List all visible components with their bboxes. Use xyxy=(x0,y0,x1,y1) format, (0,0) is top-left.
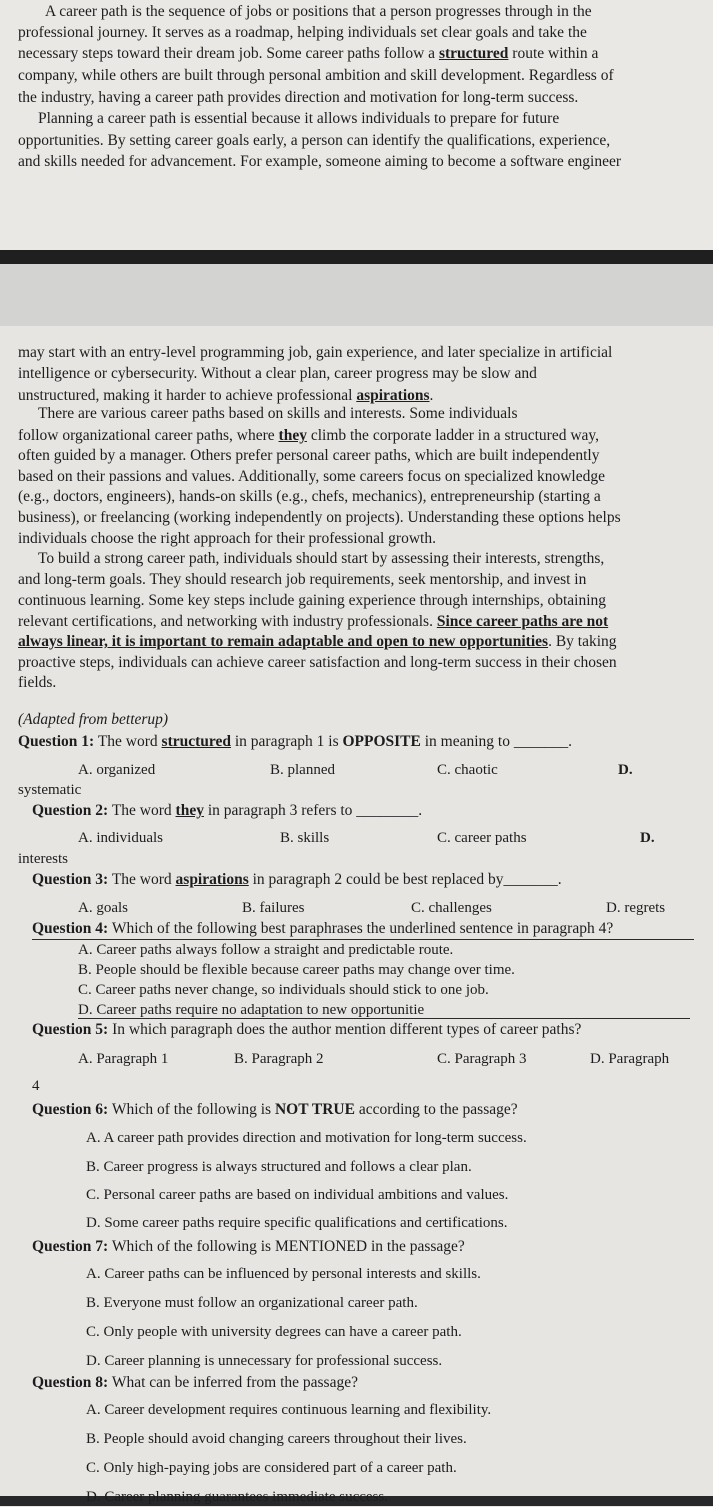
q8-option-c[interactable]: C. Only high-paying jobs are considered part of a career path. xyxy=(86,1460,457,1476)
q2-option-b[interactable]: B. skills xyxy=(280,830,330,846)
q1-option-d-text: systematic xyxy=(18,782,82,798)
passage-line: often guided by a manager. Others prefer personal career paths, which are built independently xyxy=(18,447,600,464)
question-1: Question 1: The word structured in paragraph 1 is OPPOSITE in meaning to _______. xyxy=(18,733,572,750)
passage-line: There are various career paths based on skills and interests. Some individuals xyxy=(38,405,518,422)
q5-option-a[interactable]: A. Paragraph 1 xyxy=(78,1051,169,1067)
q1-option-a[interactable]: A. organized xyxy=(78,762,156,778)
passage-line: (e.g., doctors, engineers), hands-on skills (e.g., chefs, mechanics), entrepreneurship (starting a xyxy=(18,488,601,505)
passage-line: To build a strong career path, individuals should start by assessing their interests, strengths, xyxy=(38,550,605,567)
q2-option-c[interactable]: C. career paths xyxy=(437,830,527,846)
q5-option-c[interactable]: C. Paragraph 3 xyxy=(437,1051,527,1067)
q1-option-b[interactable]: B. planned xyxy=(270,762,335,778)
q5-option-b[interactable]: B. Paragraph 2 xyxy=(234,1051,324,1067)
question-5: Question 5: In which paragraph does the author mention different types of career paths? xyxy=(32,1021,582,1038)
page-divider-bar xyxy=(0,250,713,264)
question-8: Question 8: What can be inferred from the passage? xyxy=(32,1374,358,1391)
underlined-sentence-part2: always linear, it is important to remain adaptable and open to new opportunities xyxy=(18,633,549,650)
q7-option-d[interactable]: D. Career planning is unnecessary for professional success. xyxy=(86,1353,443,1369)
underlined-word-aspirations: aspirations xyxy=(356,387,430,404)
passage-line: and long-term goals. They should research job requirements, seek mentorship, and invest in xyxy=(18,571,587,588)
passage-line: fields. xyxy=(18,674,57,691)
q8-option-a[interactable]: A. Career development requires continuous learning and flexibility. xyxy=(86,1402,492,1418)
passage-line: necessary steps toward their dream job. Some career paths follow a structured route within a xyxy=(18,45,599,62)
q4-option-c[interactable]: C. Career paths never change, so individuals should stick to one job. xyxy=(78,982,489,998)
q8-option-d[interactable]: D. Career planning guarantees immediate success. xyxy=(86,1489,388,1505)
passage-line: may start with an entry-level programming job, gain experience, and later specialize in artificial xyxy=(18,344,613,361)
underlined-word-structured: structured xyxy=(438,45,509,62)
passage-line: relevant certifications, and networking with industry professionals. Since career paths are not xyxy=(18,613,609,630)
passage-line: business), or freelancing (working independently on projects). Understanding these options helps xyxy=(18,509,621,526)
underlined-word-they: they xyxy=(278,427,307,444)
passage-line: and skills needed for advancement. For example, someone aiming to become a software engineer xyxy=(18,153,621,170)
q7-option-a[interactable]: A. Career paths can be influenced by personal interests and skills. xyxy=(86,1266,481,1282)
q6-option-a[interactable]: A. A career path provides direction and motivation for long-term success. xyxy=(86,1130,527,1146)
q2-option-a[interactable]: A. individuals xyxy=(78,830,163,846)
question-6: Question 6: Which of the following is NOT TRUE according to the passage? xyxy=(32,1101,518,1118)
question-3: Question 3: The word aspirations in paragraph 2 could be best replaced by_______. xyxy=(32,871,562,888)
passage-line: always linear, it is important to remain adaptable and open to new opportunities. By taking xyxy=(18,633,617,650)
photo-gap-band xyxy=(0,264,713,326)
q5-option-d[interactable]: D. Paragraph xyxy=(590,1051,670,1067)
passage-line: individuals choose the right approach for their professional growth. xyxy=(18,530,436,547)
q6-option-c[interactable]: C. Personal career paths are based on individual ambitions and values. xyxy=(86,1187,509,1203)
passage-line: intelligence or cybersecurity. Without a clear plan, career progress may be slow and xyxy=(18,365,537,382)
question-4: Question 4: Which of the following best paraphrases the underlined sentence in paragraph 4? xyxy=(32,920,614,937)
q2-option-d-text: interests xyxy=(18,851,68,867)
q3-option-d[interactable]: D. regrets xyxy=(606,900,666,916)
passage-line: unstructured, making it harder to achieve professional aspirations. xyxy=(18,387,434,404)
option-d-underline xyxy=(78,1018,690,1019)
source-citation: (Adapted from betterup) xyxy=(18,711,169,728)
q3-option-b[interactable]: B. failures xyxy=(242,900,305,916)
passage-line: the industry, having a career path provides direction and motivation for long-term success. xyxy=(18,89,579,106)
passage-line: Planning a career path is essential because it allows individuals to prepare for future xyxy=(38,110,560,127)
passage-line: continuous learning. Some key steps include gaining experience through internships, obtaining xyxy=(18,592,607,609)
passage-line: professional journey. It serves as a roadmap, helping individuals set clear goals and take the xyxy=(18,24,587,41)
passage-line: A career path is the sequence of jobs or positions that a person progresses through in the xyxy=(45,3,592,20)
passage-line: follow organizational career paths, where they climb the corporate ladder in a structured way, xyxy=(18,427,600,444)
q7-option-b[interactable]: B. Everyone must follow an organizational career path. xyxy=(86,1295,418,1311)
q3-option-c[interactable]: C. challenges xyxy=(411,900,492,916)
q4-option-a[interactable]: A. Career paths always follow a straight and predictable route. xyxy=(78,942,454,958)
passage-line: opportunities. By setting career goals early, a person can identify the qualifications, experience, xyxy=(18,132,611,149)
q3-option-a[interactable]: A. goals xyxy=(78,900,128,916)
q1-option-c[interactable]: C. chaotic xyxy=(437,762,498,778)
q1-option-d[interactable]: D. xyxy=(618,762,633,778)
q4-option-b[interactable]: B. People should be flexible because career paths may change over time. xyxy=(78,962,515,978)
passage-line: proactive steps, individuals can achieve career satisfaction and long-term success in their chosen xyxy=(18,654,617,671)
q7-option-c[interactable]: C. Only people with university degrees can have a career path. xyxy=(86,1324,462,1340)
q5-option-d-text: 4 xyxy=(32,1078,40,1094)
q2-option-d[interactable]: D. xyxy=(640,830,655,846)
passage-line: based on their passions and values. Additionally, some careers focus on specialized knowledge xyxy=(18,468,605,485)
passage-line: company, while others are built through personal ambition and skill development. Regardless of xyxy=(18,67,614,84)
q6-option-d[interactable]: D. Some career paths require specific qualifications and certifications. xyxy=(86,1215,508,1231)
q8-option-b[interactable]: B. People should avoid changing careers throughout their lives. xyxy=(86,1431,467,1447)
q6-option-b[interactable]: B. Career progress is always structured and follows a clear plan. xyxy=(86,1159,472,1175)
question-2: Question 2: The word they in paragraph 3 refers to ________. xyxy=(32,802,423,819)
underlined-sentence-part1: Since career paths are not xyxy=(436,613,609,630)
question-7: Question 7: Which of the following is MENTIONED in the passage? xyxy=(32,1238,465,1255)
q4-option-d[interactable]: D. Career paths require no adaptation to new opportunitie xyxy=(78,1002,425,1018)
